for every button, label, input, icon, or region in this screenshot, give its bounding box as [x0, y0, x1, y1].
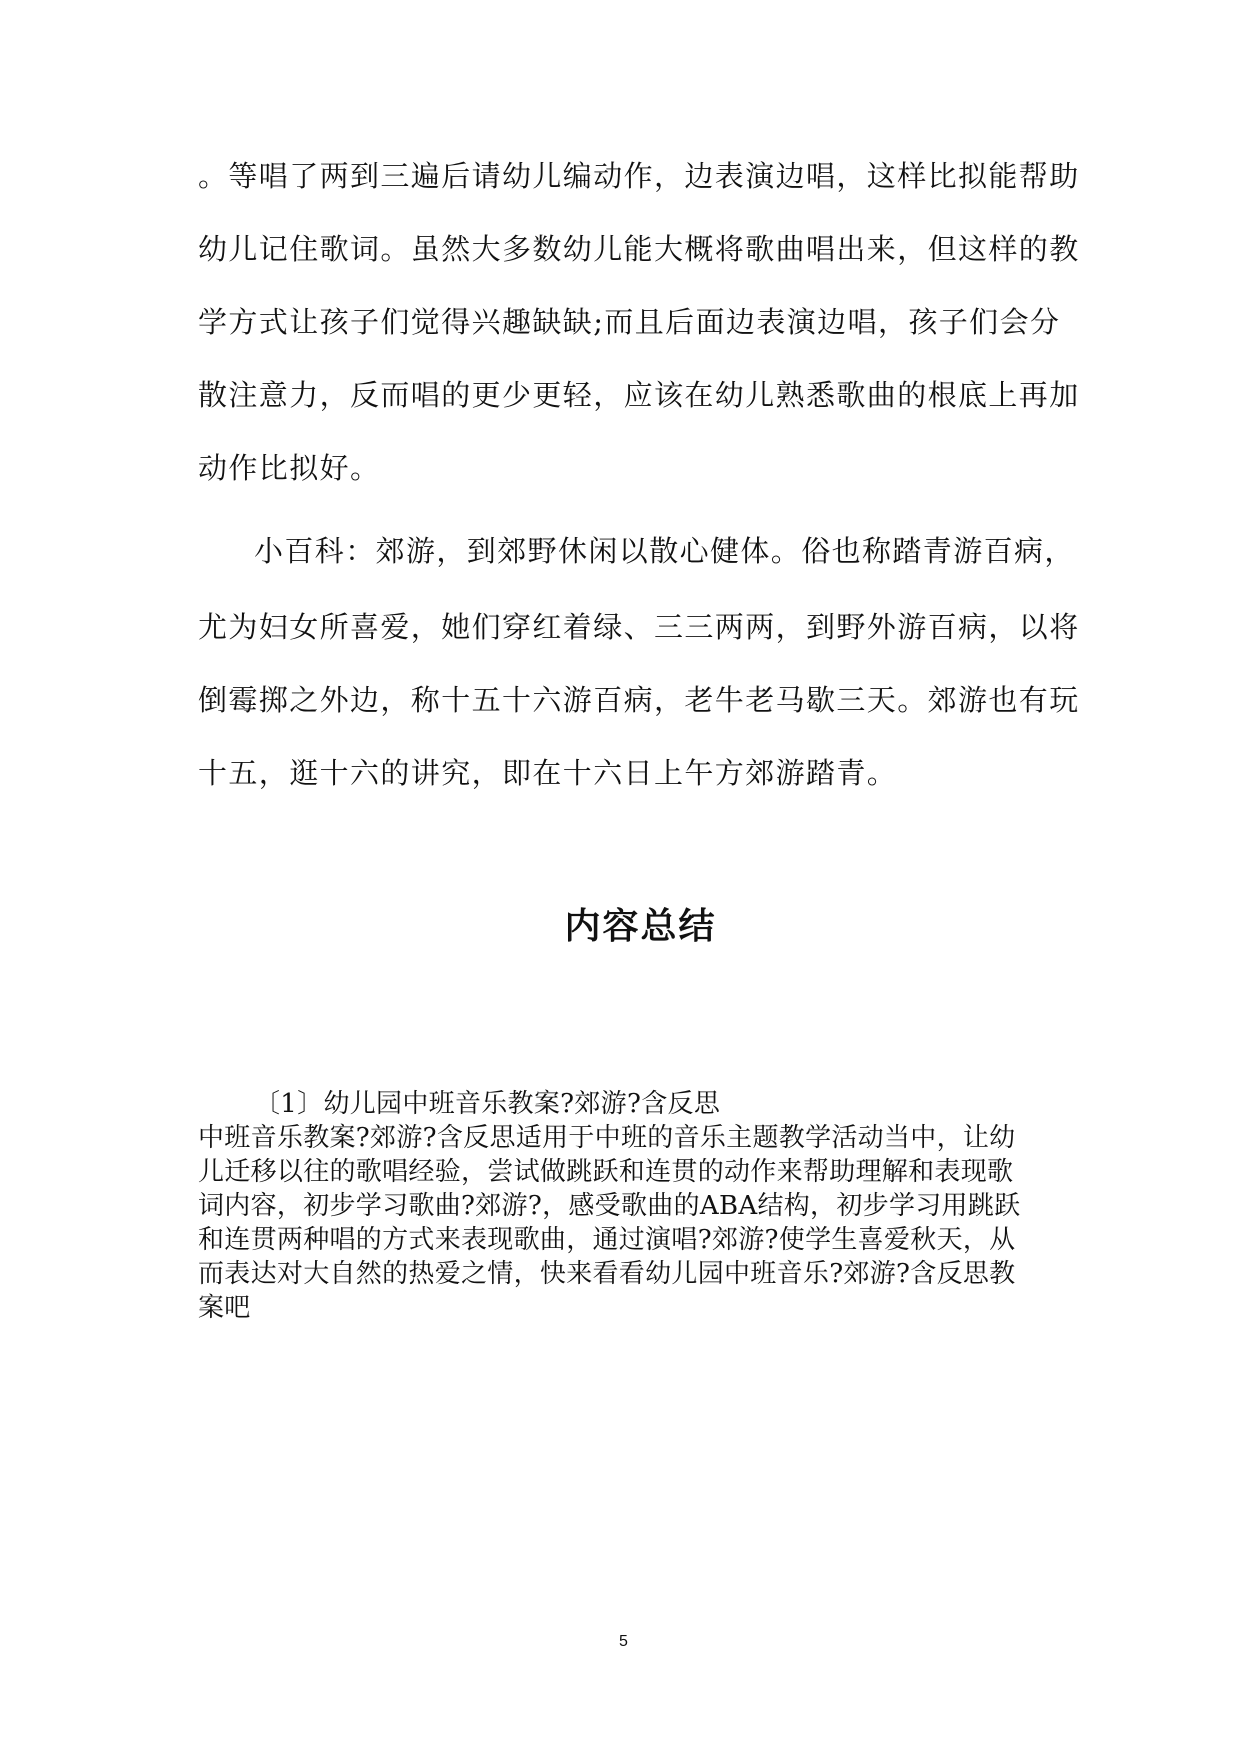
- body-line: 散注意力，反而唱的更少更轻，应该在幼儿熟悉歌曲的根底上再加: [198, 378, 1080, 412]
- page-number: 5: [619, 1633, 628, 1650]
- summary-line: 中班音乐教案?郊游?含反思适用于中班的音乐主题教学活动当中，让幼: [198, 1123, 1016, 1153]
- summary-heading: 内容总结: [564, 906, 717, 947]
- body-line: 倒霉掷之外边，称十五十六游百病，老牛老马歇三天。郊游也有玩: [198, 683, 1080, 717]
- summary-line: 和连贯两种唱的方式来表现歌曲，通过演唱?郊游?使学生喜爱秋天，从: [198, 1225, 1016, 1255]
- summary-line: 词内容，初步学习歌曲?郊游?，感受歌曲的ABA结构，初步学习用跳跃: [198, 1191, 1021, 1221]
- body-line: 动作比拟好。: [198, 451, 381, 485]
- body-line: 尤为妇女所喜爱，她们穿红着绿、三三两两，到野外游百病，以将: [198, 610, 1080, 644]
- body-line: 学方式让孩子们觉得兴趣缺缺;而且后面边表演边唱，孩子们会分: [198, 305, 1061, 339]
- summary-line: 而表达对大自然的热爱之情，快来看看幼儿园中班音乐?郊游?含反思教: [198, 1259, 1016, 1289]
- body-line: 小百科：郊游，到郊野休闲以散心健体。俗也称踏青游百病，: [254, 534, 1075, 568]
- summary-line: 〔1〕幼儿园中班音乐教案?郊游?含反思: [254, 1089, 721, 1119]
- summary-line: 案吧: [198, 1293, 251, 1323]
- summary-line: 儿迁移以往的歌唱经验，尝试做跳跃和连贯的动作来帮助理解和表现歌: [198, 1157, 1014, 1187]
- body-line: 。等唱了两到三遍后请幼儿编动作，边表演边唱，这样比拟能帮助: [198, 159, 1080, 193]
- body-line: 幼儿记住歌词。虽然大多数幼儿能大概将歌曲唱出来，但这样的教: [198, 232, 1080, 266]
- body-line: 十五，逛十六的讲究，即在十六日上午方郊游踏青。: [198, 756, 898, 790]
